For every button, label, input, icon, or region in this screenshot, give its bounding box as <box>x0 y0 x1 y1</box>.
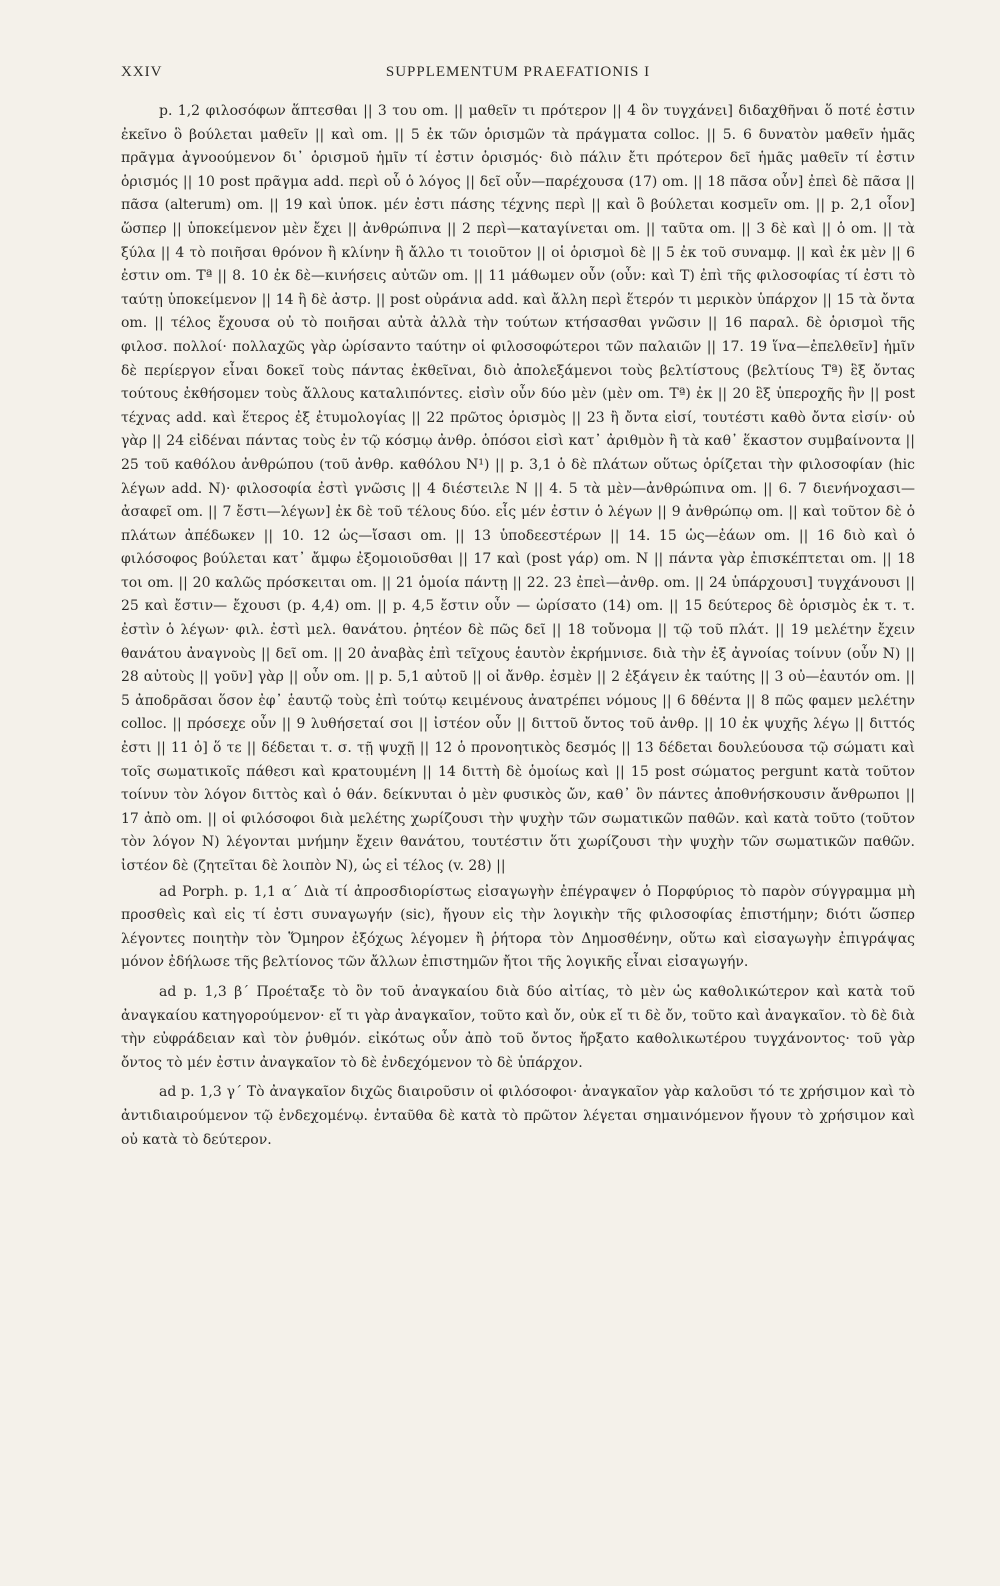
page <box>121 64 915 1152</box>
running-head <box>121 64 915 88</box>
scholion-gamma: ad p. 1,3 γ΄ Τὸ ἀναγκαῖον διχῶς διαιροῦσιν οἱ φιλόσοφοι· ἀναγκαῖον γὰρ καλοῦσι τό τε χρήσιμον καὶ τὸ ἀντιδιαιρούμενον τῷ ἐνδεχομένῳ. ἐνταῦθα δὲ κατὰ τὸ πρῶτον λέγεται σημαινόμενον ἤγουν τὸ χρήσιμον καὶ οὐ κατὰ τὸ δεύτερον. <box>121 1084 915 1148</box>
scholia-section <box>121 881 915 1153</box>
scholion-beta: ad p. 1,3 β΄ Προέταξε τὸ ὂν τοῦ ἀναγκαίου διὰ δύο αἰτίας, τὸ μὲν ὡς καθολικώτερον καὶ κατὰ τοῦ ἀναγκαίου κατηγορούμενον· εἴ τι γὰρ ἀναγκαῖον, τοῦτο καὶ ὄν, οὐκ εἴ τι δὲ ὄν, τοῦτο καὶ ἀναγκαῖον. τὸ δὲ διὰ τὴν εὐφράδειαν καὶ τὸν ῥυθμόν. εἰκότως οὖν ἀπὸ τοῦ ὄντος ἤρξατο καθολικωτέρου τυγχάνοντος· τοῦ γὰρ ὄντος τὸ μέν ἐστιν ἀναγκαῖον τὸ δὲ ἐνδεχόμενον τὸ δὲ ὑπάρχον. <box>121 983 915 1071</box>
running-title: SUPPLEMENTUM PRAEFATIONIS I <box>385 64 651 80</box>
apparatus-paragraph: p. 1,2 φιλοσόφων ἅπτεσθαι || 3 του om. || μαθεῖν τι πρότερον || 4 ὃν τυγχάνει] διδαχθῆναι ὅ ποτέ ἐστιν ἐκεῖνο ὃ βούλεται μαθεῖν || καὶ om. || 5 ἐκ τῶν ὁρισμῶν τὰ πράγματα colloc. || 5. 6 δυνατὸν μαθεῖν ἡμᾶς πρᾶγμα ἀγνοούμενον δι᾽ ὁρισμοῦ ἡμῖν τί ἐστιν ὁρισμός· διὸ πάλιν ἔτι πρότερον δεῖ ἡμᾶς μαθεῖν τί ἐστιν ὁρισμός || 10 post πρᾶγμα add. περὶ οὗ ὁ λόγος || δεῖ οὖν—παρέχουσα (17) om. || 18 πᾶσα οὖν] ἐπεὶ δὲ πᾶσα || πᾶσα (alterum) om. || 19 καὶ ὑποκ. μέν ἐστι πάσης τέχνης περὶ || καὶ ὃ βούλεται κοσμεῖν om. || p. 2,1 οἷον] ὥσπερ || ὑποκείμενον μὲν ἔχει || ἀνθρώπινα || 2 περὶ—καταγίνεται om. || ταῦτα om. || 3 δὲ καὶ || ὁ om. || τὰ ξύλα || 4 τὸ ποιῆσαι θρόνον ἢ κλίνην ἢ ἄλλο τι τοιοῦτον || οἱ ὁρισμοὶ δὲ || 5 ἐκ τοῦ συναμφ. || καὶ ἐκ μὲν || 6 ἐστιν om. Tª || 8. 10 ἐκ δὲ—κινήσεις αὐτῶν om. || 11 μάθωμεν οὖν (οὖν: καὶ T) ἐπὶ τῆς φιλοσοφίας τί ἐστι τὸ ταύτῃ ὑποκείμενον || 14 ἢ δὲ ἀστρ. || post οὐράνια add. καὶ ἄλλη περὶ ἕτερόν τι μερικὸν ὑπάρχον || 15 τὰ ὄντα om. || τέλος ἔχουσα οὐ τὸ ποιῆσαι αὐτὰ ἀλλὰ τὴν τούτων κτήσασθαι γνῶσιν || 16 παραλ. δὲ ὁρισμοὶ τῆς φιλοσ. πολλοί· πολλαχῶς γὰρ ὡρίσαντο ταύτην οἱ φιλοσοφώτεροι τῶν παλαιῶν || 17. 19 ἵνα—ἐπελθεῖν] ἡμῖν δὲ περίεργον εἶναι δοκεῖ τοὺς πάντας ἐκθεῖναι, διὸ ἀπολεξάμενοι τοὺς βελτίστους (βελτίους Tª) ἓξ ὄντας τούτους ἐκθήσομεν τοὺς ἄλλους καταλιπόντες. εἰσὶν οὖν δύο μὲν (μὲν om. Tª) ἐκ || 20 ἓξ ὑπεροχῆς ἣν || post τέχνας add. καὶ ἕτερος ἐξ ἐτυμολογίας || 22 πρῶτος ὁρισμὸς || 23 ἢ ὄντα εἰσί, τουτέστι καθὸ ὄντα εἰσίν· οὐ γὰρ || 24 εἰδέναι πάντας τοὺς ἐν τῷ κόσμῳ ἀνθρ. ὁπόσοι εἰσὶ κατ᾽ ἀριθμὸν ἢ τὰ καθ᾽ ἕκαστον συμβαίνοντα || 25 τοῦ καθόλου ἀνθρώπου (τοῦ ἀνθρ. καθόλου N¹) || p. 3,1 ὁ δὲ πλάτων οὕτως ὁρίζεται τὴν φιλοσοφίαν (hic λέγων add. N)· φιλοσοφία ἐστὶ γνῶσις || 4 διέστειλε N || 4. 5 τὰ μὲν—ἀνθρώπινα om. || 6. 7 διενήνοχασι—ἀσαφεῖ om. || 7 ἔστι—λέγων] ἐκ δὲ τοῦ τέλους δύο. εἷς μέν ἐστιν ὁ λέγων || 9 ἀνθρώπῳ om. || καὶ τοῦτον δὲ ὁ πλάτων ἀπέδωκεν || 10. 12 ὡς—ἴσασι om. || 13 ὑποδεεστέρων || 14. 15 ὡς—ἐάων om. || 16 διὸ καὶ ὁ φιλόσοφος βούλεται κατ᾽ ἄμφω ἐξομοιοῦσθαι || 17 καὶ (post γάρ) om. N || πάντα γὰρ ἐπισκέπτεται om. || 18 τοι om. || 20 καλῶς πρόσκειται om. || 21 ὁμοία πάντῃ || 22. 23 ἐπεὶ—ἀνθρ. om. || 24 ὑπάρχουσι] τυγχάνουσι || 25 καὶ ἔστιν— ἔχουσι (p. 4,4) om. || p. 4,5 ἔστιν οὖν — ὡρίσατο (14) om. || 15 δεύτερος δὲ ὁρισμὸς ἐκ τ. τ. ἐστὶν ὁ λέγων· φιλ. ἐστὶ μελ. θανάτου. ῥητέον δὲ πῶς δεῖ || 18 τοὔνομα || τῷ τοῦ πλάτ. || 19 μελέτην ἔχειν θανάτου ἀναγνοὺς || δεῖ om. || 20 ἀναβὰς ἐπὶ τεῖχους ἑαυτὸν ἐκρήμνισε. διὰ τὴν ἐξ ἀγνοίας τοίνυν (οὖν N) || 28 αὐτοὺς || γοῦν] γὰρ || οὖν om. || p. 5,1 αὐτοῦ || οἱ ἄνθρ. ἐσμὲν || 2 ἐξάγειν ἐκ ταύτης || 3 οὐ—ἑαυτόν om. || 5 ἀποδρᾶσαι ὅσον ἐφ᾽ ἑαυτῷ τοὺς ἐπὶ τούτῳ κειμένους ἀνατρέπει νόμους || 6 δθέντα || 8 πῶς φαμεν μελέτην colloc. || πρόσεχε οὖν || 9 λυθήσεταί σοι || ἰστέον οὖν || διττοῦ ὄντος τοῦ ἀνθρ. || 10 ἐκ ψυχῆς λέγω || διττός ἐστι || 11 ὁ] ὅ τε || δέδεται τ. σ. τῇ ψυχῇ || 12 ὁ προνοητικὸς δεσμός || 13 δέδεται δουλεύουσα τῷ σώματι καὶ τοῖς σωματικοῖς πάθεσι καὶ κρατουμένη || 14 διττὴ δὲ ὁμοίως καὶ || 15 post σώματος pergunt κατὰ τοῦτον τοίνυν τὸν λόγον διττὸς καὶ ὁ θάν. δείκνυται ὁ μὲν φυσικὸς ὤν, καθ᾽ ὃν πάντες ἀποθνήσκουσιν ἄνθρωποι || 17 ἀπὸ om. || οἱ φιλόσοφοι διὰ μελέτης χωρίζουσι τὴν ψυχὴν τῶν σωματικῶν παθῶν. καὶ κατὰ τοῦτο (τοῦτον τὸν λόγον N) λέγονται μνήμην ἔχειν θανάτου, τουτέστιν ὅτι χωρίζουσι τὴν ψυχὴν τῶν σωματικῶν παθῶν. ἰστέον δὲ (ζητεῖται δὲ λοιπὸν N), ὡς εἰ τέλος (v. 28) || <box>121 103 915 874</box>
critical-apparatus <box>121 100 915 879</box>
page-number: XXIV <box>121 64 163 80</box>
scholion-alpha: ad Porph. p. 1,1 α΄ Διὰ τί ἀπροσδιορίστως εἰσαγωγὴν ἐπέγραψεν ὁ Πορφύριος τὸ παρὸν σύγγραμμα μὴ προσθεὶς καὶ εἰς τί ἐστι συναγωγήν (sic), ἤγουν εἰς τὴν λογικὴν τῆς φιλοσοφίας ἐπιστήμην; διότι ὥσπερ λέγοντες ποιητὴν τὸν Ὅμηρον ἐξόχως λέγομεν ἢ ῥήτορα τὸν Δημοσθένην, οὕτω καὶ εἰσαγωγὴν ἐπιγράψας μόνον ἐδήλωσε τῆς βελτίονος τῶν ἄλλων ἐπιστημῶν ἤτοι τῆς λογικῆς εἶναι εἰσαγωγήν. <box>121 883 915 971</box>
